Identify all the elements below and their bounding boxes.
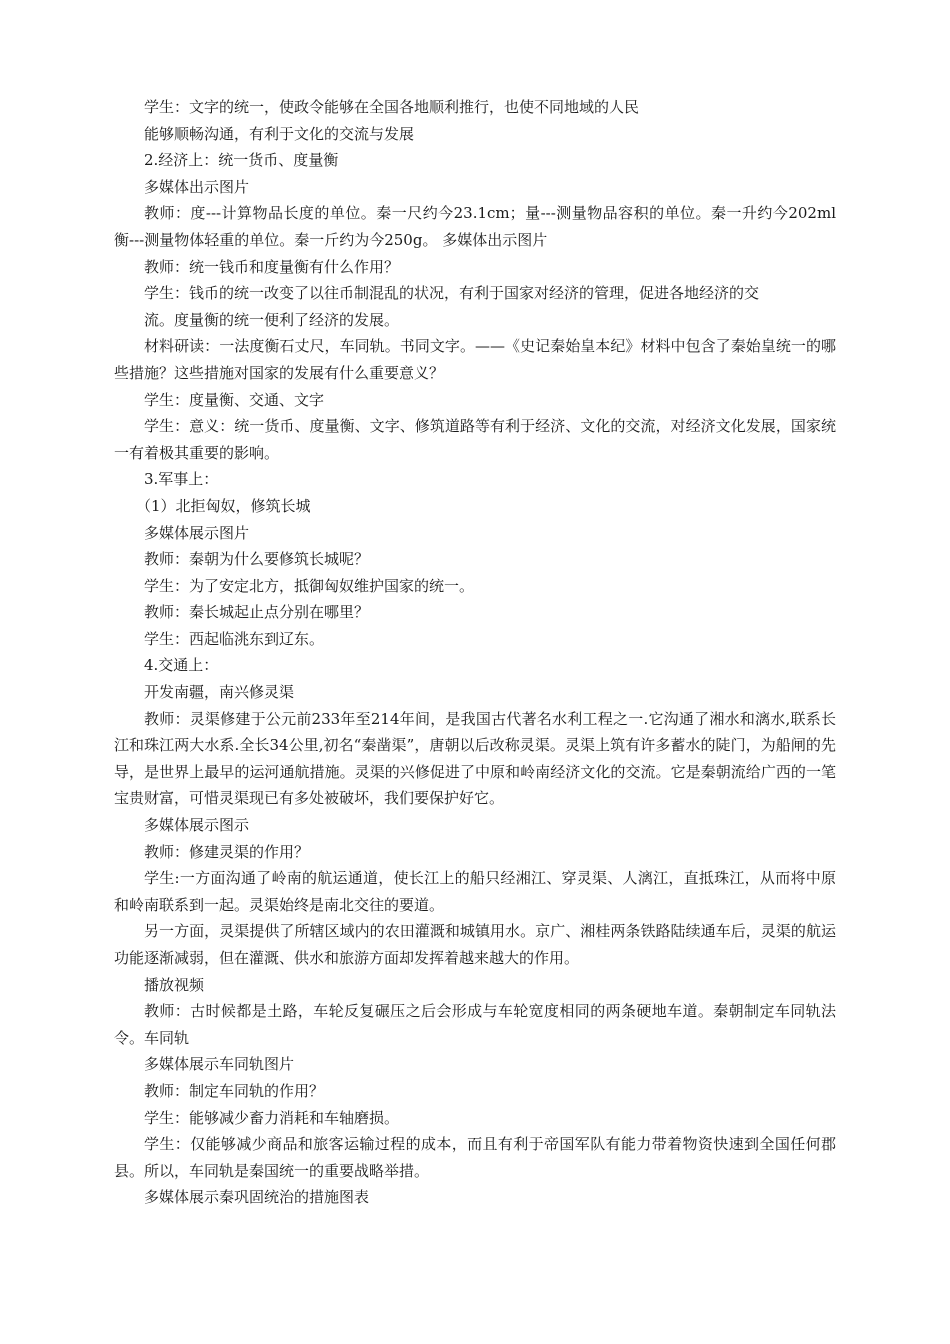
paragraph: 教师：秦朝为什么要修筑长城呢？ bbox=[144, 550, 370, 569]
paragraph: 教师：制定车同轨的作用？ bbox=[144, 1081, 325, 1100]
paragraph: 学生:一方面沟通了岭南的航运通道，使长江上的船只经湘江、穿灵渠、人漓江，直抵珠江，从而将中原和岭南联系到一起。灵渠始终是南北交往的要道。 bbox=[114, 869, 836, 914]
paragraph: 播放视频 bbox=[144, 975, 205, 994]
paragraph: 学生：能够减少畜力消耗和车轴磨损。 bbox=[144, 1108, 400, 1127]
document-body bbox=[114, 94, 836, 1211]
paragraph: 学生：文字的统一，使政令能够在全国各地顺利推行，也使不同地域的人民 bbox=[144, 98, 640, 116]
paragraph: 流。度量衡的统一便利了经济的发展。 bbox=[144, 310, 400, 329]
paragraph: 学生：钱币的统一改变了以往币制混乱的状况，有利于国家对经济的管理，促进各地经济的交 bbox=[144, 284, 760, 303]
paragraph: 教师：秦长城起止点分别在哪里？ bbox=[144, 603, 370, 622]
paragraph: 多媒体展示秦巩固统治的措施图表 bbox=[144, 1188, 370, 1207]
paragraph: 材料研读：一法度衡石丈尺，车同轨。书同文字。——《史记秦始皇本纪》材料中包含了秦始皇统一的哪些措施？这些措施对国家的发展有什么重要意义？ bbox=[114, 337, 836, 382]
subsection-heading: （1）北拒匈奴，修筑长城 bbox=[136, 496, 311, 515]
paragraph: 另一方面，灵渠提供了所辖区域内的农田灌溉和城镇用水。京广、湘桂两条铁路陆续通车后，灵渠的航运功能逐渐减弱，但在灌溉、供水和旅游方面却发挥着越来越大的作用。 bbox=[114, 922, 836, 967]
paragraph: 多媒体出示图片 bbox=[144, 177, 250, 196]
paragraph: 教师：统一钱币和度量衡有什么作用？ bbox=[144, 257, 400, 276]
paragraph: 学生：意义：统一货币、度量衡、文字、修筑道路等有利于经济、文化的交流，对经济文化发展，国家统一有着极其重要的影响。 bbox=[114, 417, 836, 462]
section-heading: 2.经济上：统一货币、度量衡 bbox=[144, 151, 339, 170]
paragraph: 教师：灵渠修建于公元前233年至214年间，是我国古代著名水利工程之一.它沟通了湘水和漓水,联系长江和珠江两大水系.全长34公里,初名“秦凿渠”，唐朝以后改称灵渠。灵渠上筑有许多蓄水的陡门，为船闸的先导，是世界上最早的运河通航措施。灵渠的兴修促进了中原和岭南经济文化的交流。它是秦朝流给广西的一笔宝贵财富，可惜灵渠现已有多处被破坏，我们要保护好它。 bbox=[114, 709, 836, 808]
paragraph: 开发南疆，南兴修灵渠 bbox=[144, 683, 295, 702]
paragraph: 多媒体展示车同轨图片 bbox=[144, 1055, 295, 1074]
paragraph: 教师：修建灵渠的作用？ bbox=[144, 842, 310, 861]
paragraph: 教师：古时候都是土路，车轮反复碾压之后会形成与车轮宽度相同的两条硬地车道。秦朝制定车同轨法令。车同轨 bbox=[114, 1002, 836, 1047]
paragraph: 学生：度量衡、交通、文字 bbox=[144, 390, 325, 409]
paragraph: 教师：度---计算物品长度的单位。秦一尺约今23.1cm；量---测量物品容积的单位。秦一升约今202ml 衡---测量物体轻重的单位。秦一斤约为今250g。 多媒体出示图片 bbox=[114, 204, 836, 249]
paragraph: 学生：西起临洮东到辽东。 bbox=[144, 629, 325, 648]
paragraph: 学生：仅能够减少商品和旅客运输过程的成本，而且有利于帝国军队有能力带着物资快速到全国任何郡县。所以，车同轨是秦国统一的重要战略举措。 bbox=[114, 1135, 836, 1180]
paragraph: 能够顺畅沟通，有利于文化的交流与发展 bbox=[144, 124, 415, 143]
section-heading: 4.交通上： bbox=[144, 656, 219, 675]
paragraph: 多媒体展示图片 bbox=[144, 523, 250, 542]
paragraph: 学生：为了安定北方，抵御匈奴维护国家的统一。 bbox=[144, 576, 475, 595]
section-heading: 3.军事上： bbox=[144, 470, 219, 489]
paragraph: 多媒体展示图示 bbox=[144, 816, 250, 835]
